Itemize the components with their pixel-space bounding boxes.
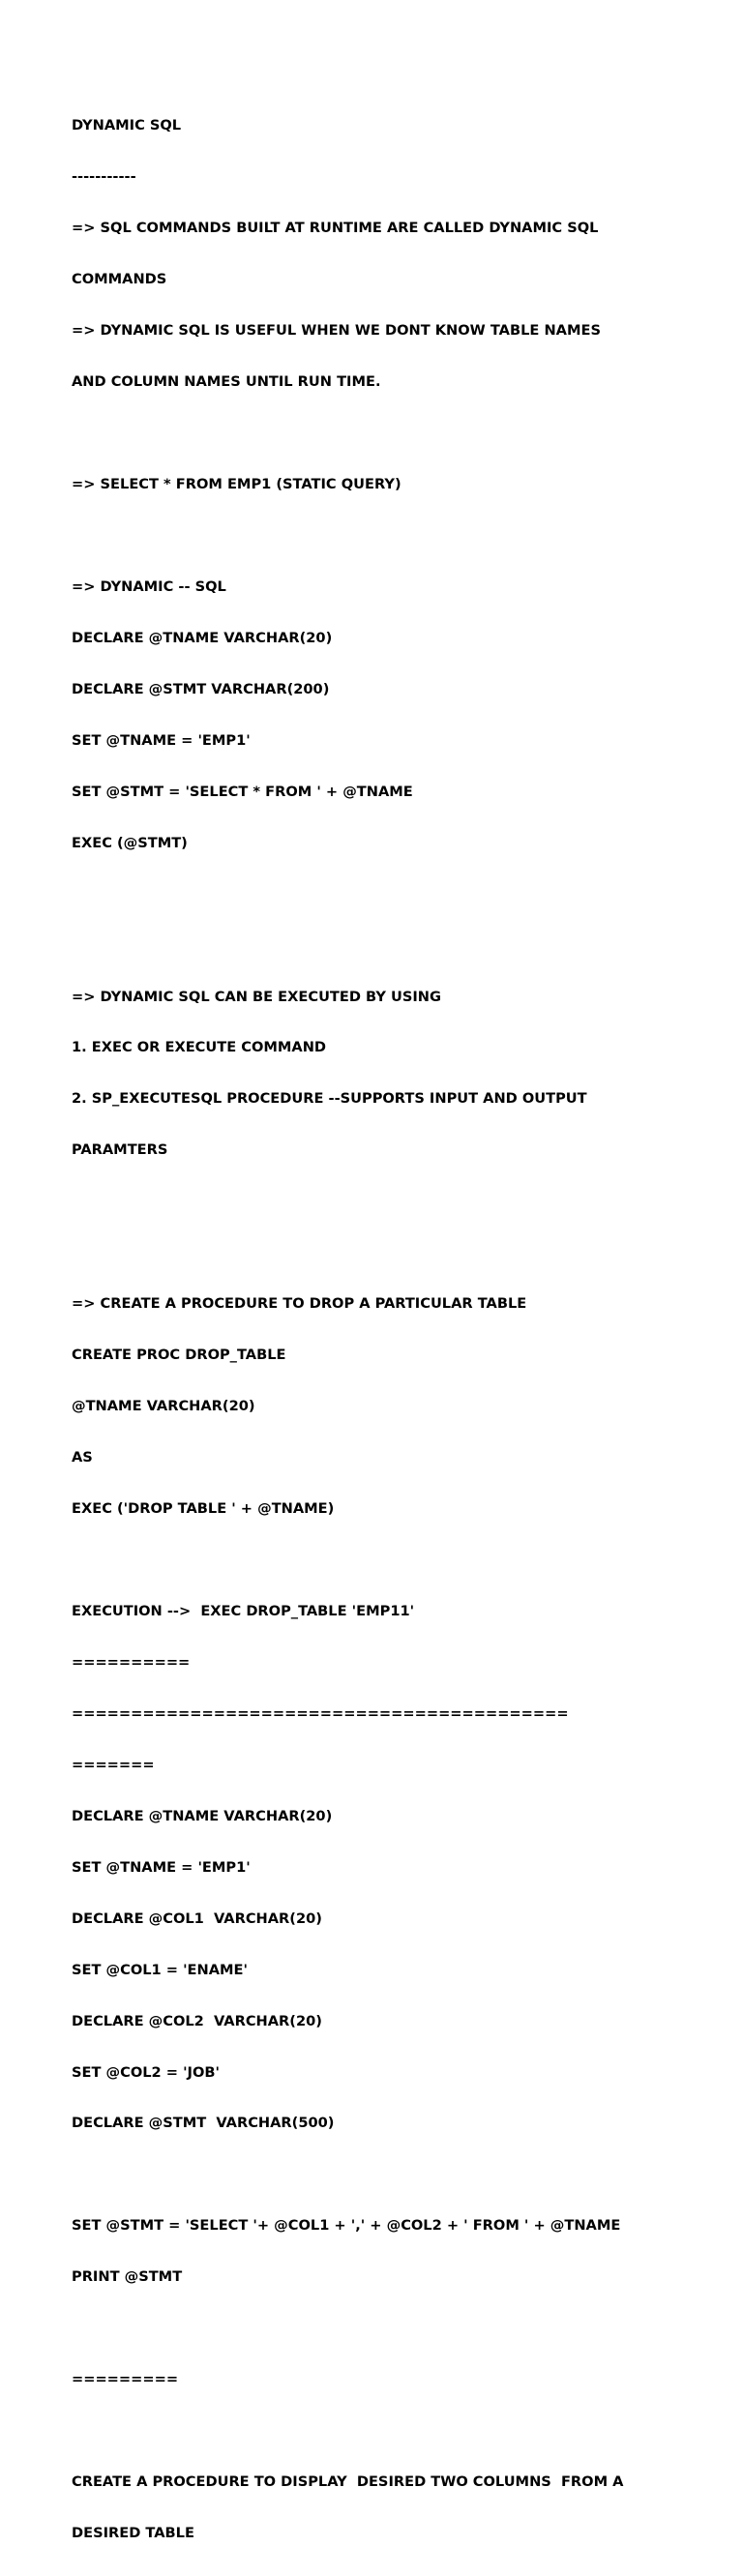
- text-line: => SELECT * FROM EMP1 (STATIC QUERY): [72, 475, 401, 492]
- blank-line: [72, 886, 691, 903]
- text-line: AND COLUMN NAMES UNTIL RUN TIME.: [72, 373, 381, 391]
- code-line: DECLARE @COL2 VARCHAR(20): [72, 2012, 322, 2029]
- text-line: CREATE A PROCEDURE TO DISPLAY DESIRED TWO COLUMNS FROM A: [72, 2473, 624, 2491]
- code-line: SET @COL1 = 'ENAME': [72, 1961, 248, 1978]
- code-line: EXEC ('DROP TABLE ' + @TNAME): [72, 1500, 335, 1518]
- text-line: => CREATE A PROCEDURE TO DROP A PARTICULAR TABLE: [72, 1295, 527, 1313]
- separator-line: ==========================================: [72, 1704, 569, 1722]
- blank-line: [72, 2166, 691, 2183]
- blank-line: [72, 2320, 691, 2337]
- text-line: 2. SP_EXECUTESQL PROCEDURE --SUPPORTS INPUT AND OUTPUT: [72, 1090, 587, 1108]
- text-line: => DYNAMIC SQL IS USEFUL WHEN WE DONT KNOW TABLE NAMES: [72, 322, 601, 340]
- text-line: COMMANDS: [72, 271, 167, 288]
- blank-line: [72, 1552, 691, 1569]
- text-line: => SQL COMMANDS BUILT AT RUNTIME ARE CALLED DYNAMIC SQL: [72, 220, 599, 237]
- blank-line: [72, 2422, 691, 2440]
- separator-line: ==========: [72, 1653, 191, 1671]
- blank-line: [72, 1193, 691, 1210]
- blank-line: [72, 1244, 691, 1261]
- code-line: SET @STMT = 'SELECT '+ @COL1 + ',' + @COL2 + ' FROM ' + @TNAME: [72, 2217, 621, 2235]
- code-line: DECLARE @STMT VARCHAR(500): [72, 2115, 335, 2132]
- text-line: DESIRED TABLE: [72, 2525, 194, 2542]
- code-line: AS: [72, 1449, 93, 1466]
- blank-line: [72, 425, 691, 442]
- code-line: SET @TNAME = 'EMP1': [72, 731, 251, 749]
- code-line: PRINT @STMT: [72, 2268, 183, 2286]
- code-line: SET @STMT = 'SELECT * FROM ' + @TNAME: [72, 783, 413, 800]
- separator-line: =========: [72, 2371, 179, 2388]
- code-line: DECLARE @TNAME VARCHAR(20): [72, 1807, 333, 1824]
- code-line: EXEC (@STMT): [72, 834, 188, 851]
- document-title: DYNAMIC SQL: [72, 117, 182, 134]
- code-line: DECLARE @TNAME VARCHAR(20): [72, 629, 333, 646]
- blank-line: [72, 527, 691, 545]
- title-underline: -----------: [72, 168, 136, 186]
- code-line: EXECUTION --> EXEC DROP_TABLE 'EMP11': [72, 1602, 415, 1619]
- code-line: SET @COL2 = 'JOB': [72, 2063, 220, 2081]
- code-line: CREATE PROC DROP_TABLE: [72, 1347, 286, 1364]
- text-line: => DYNAMIC -- SQL: [72, 577, 226, 595]
- text-line: PARAMTERS: [72, 1141, 168, 1159]
- text-line: => DYNAMIC SQL CAN BE EXECUTED BY USING: [72, 988, 442, 1005]
- text-line: 1. EXEC OR EXECUTE COMMAND: [72, 1039, 327, 1056]
- document-text: [72, 83, 691, 2576]
- code-line: DECLARE @STMT VARCHAR(200): [72, 680, 330, 697]
- code-line: @TNAME VARCHAR(20): [72, 1398, 255, 1415]
- code-line: DECLARE @COL1 VARCHAR(20): [72, 1910, 322, 1927]
- separator-line: =======: [72, 1756, 155, 1773]
- code-line: SET @TNAME = 'EMP1': [72, 1858, 251, 1876]
- blank-line: [72, 937, 691, 955]
